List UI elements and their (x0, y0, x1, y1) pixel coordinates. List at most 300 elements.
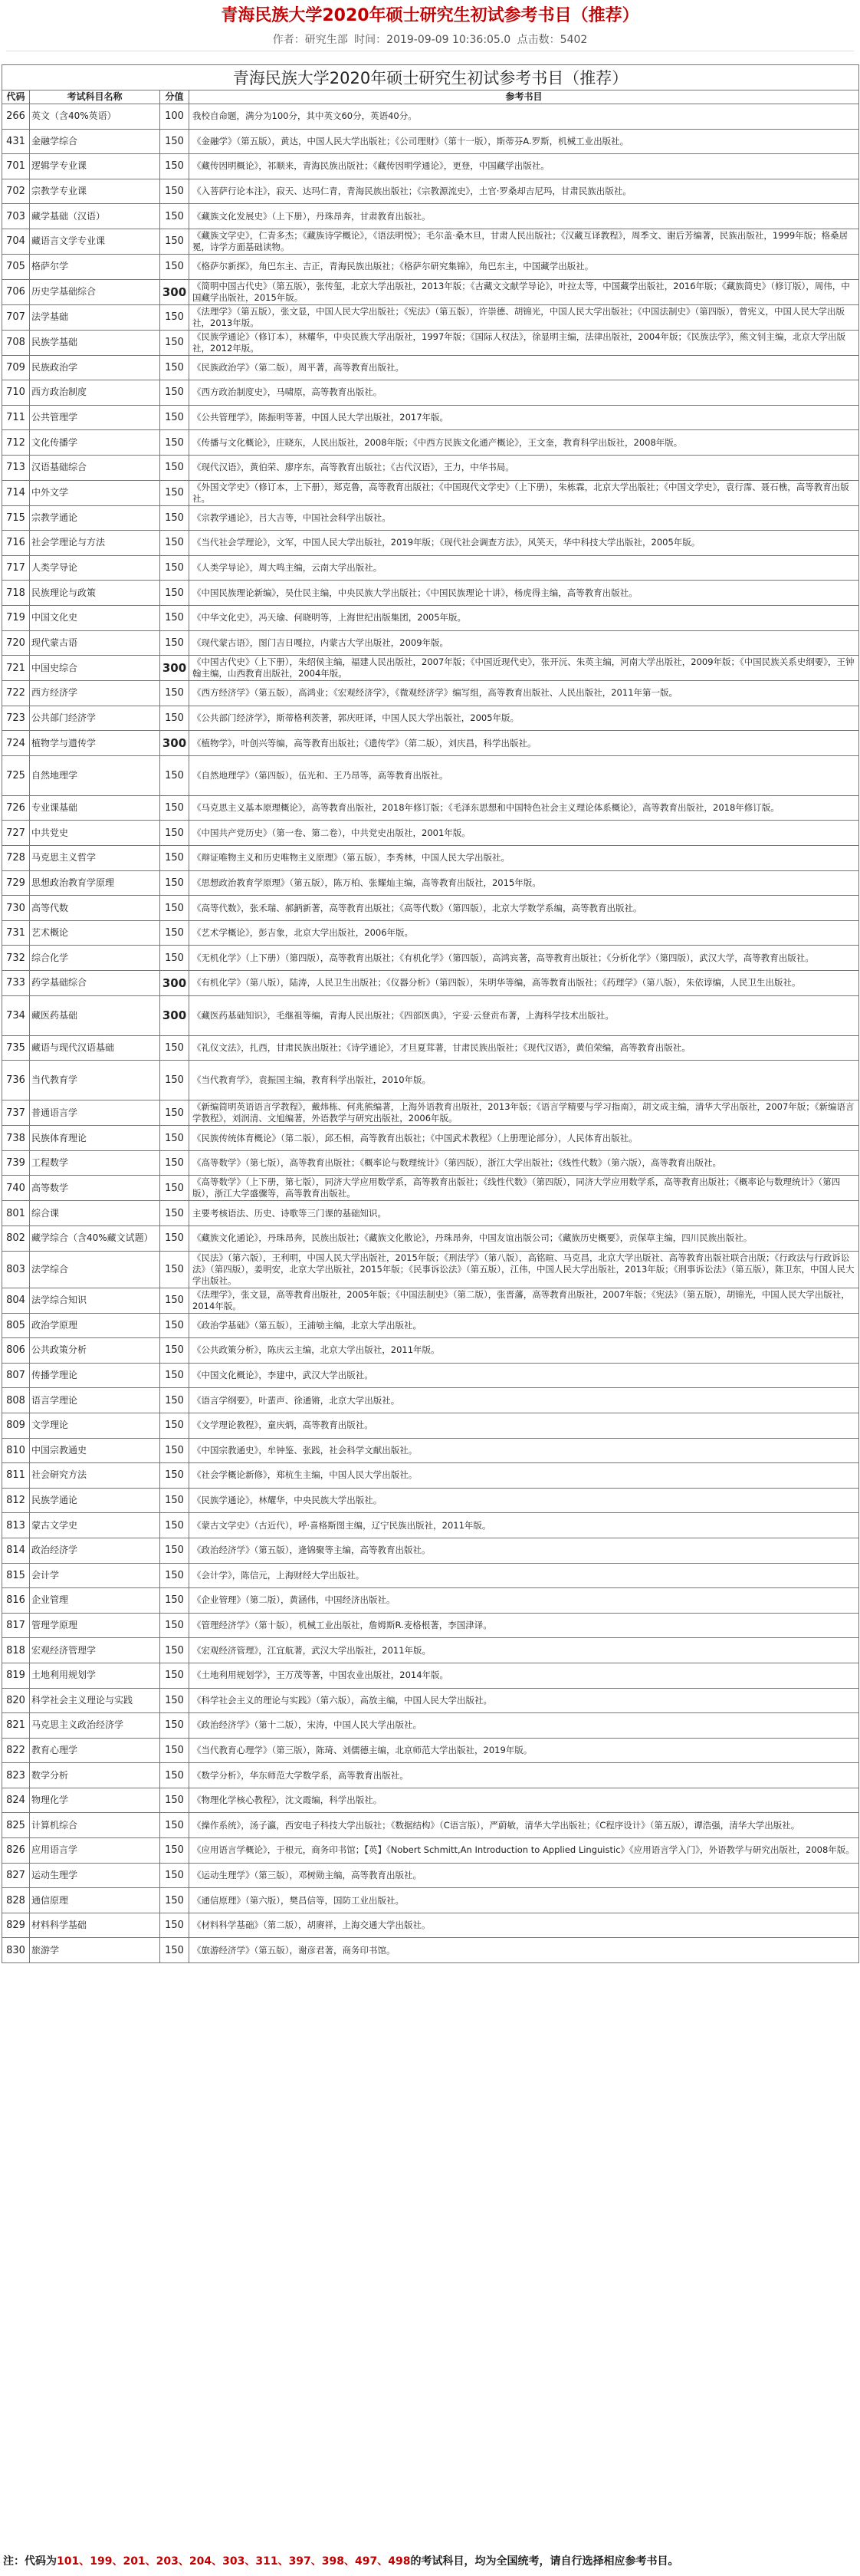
table-row (2, 330, 859, 355)
footer-codes: 101、199、201、203、204、303、311、397、398、497、498 (57, 2555, 411, 2568)
booklist-table-wrap (2, 64, 858, 1963)
cell-code: 728 (2, 846, 30, 871)
cell-score: 150 (160, 1061, 189, 1100)
cell-references: 《民族学通论》（修订本），林耀华，中央民族大学出版社，1997年版；《国际人权法》，徐显明主编，法律出版社，2004年版；《民族法学》，熊文钊主编，北京大学出版社，2012年版。 (189, 330, 859, 355)
cell-references: 《旅游经济学》（第五版），谢彦君著，商务印书馆。 (189, 1938, 859, 1963)
cell-code: 730 (2, 896, 30, 921)
cell-code: 720 (2, 630, 30, 656)
cell-references: 《自然地理学》（第四版），伍光和、王乃昂等，高等教育出版社。 (189, 755, 859, 795)
table-row (2, 581, 859, 606)
cell-references: 《金融学》（第五版），黄达，中国人民大学出版社；《公司理财》（第十一版），斯蒂芬A.罗斯，机械工业出版社。 (189, 129, 859, 154)
cell-references: 《入菩萨行论本注》，寂天、达玛仁青，青海民族出版社；《宗教源流史》，土官·罗桑却吉尼玛，甘肃民族出版社。 (189, 179, 859, 204)
table-row (2, 104, 859, 130)
cell-subject: 政治学原理 (30, 1313, 160, 1338)
table-row (2, 531, 859, 556)
cell-references: 《物理化学核心教程》，沈文霞编，科学出版社。 (189, 1788, 859, 1813)
cell-code: 721 (2, 656, 30, 681)
cell-score: 150 (160, 254, 189, 279)
cell-score: 150 (160, 1388, 189, 1413)
cell-subject: 英文（含40%英语） (30, 104, 160, 130)
cell-score: 150 (160, 846, 189, 871)
cell-code: 266 (2, 104, 30, 130)
table-row (2, 656, 859, 681)
table-row (2, 480, 859, 505)
column-header-references: 参考书目 (189, 90, 859, 104)
cell-score: 150 (160, 455, 189, 480)
cell-references: 《宗教学通论》，吕大吉等，中国社会科学出版社。 (189, 505, 859, 531)
cell-code: 810 (2, 1438, 30, 1463)
table-row (2, 1888, 859, 1913)
cell-references: 《数学分析》，华东师范大学数学系，高等教育出版社。 (189, 1763, 859, 1788)
table-row (2, 795, 859, 821)
cell-subject: 马克思主义政治经济学 (30, 1713, 160, 1739)
cell-score: 150 (160, 630, 189, 656)
footer-suffix: 的考试科目，均为全国统考，请自行选择相应参考书目。 (410, 2555, 679, 2568)
cell-subject: 材料科学基础 (30, 1913, 160, 1938)
cell-references: 《会计学》，陈信元，上海财经大学出版社。 (189, 1563, 859, 1588)
cell-references: 《企业管理》（第二版），黄涵伟，中国经济出版社。 (189, 1588, 859, 1614)
column-header-code: 代码 (2, 90, 30, 104)
table-row (2, 821, 859, 846)
cell-references: 《人类学导论》，周大鸣主编，云南大学出版社。 (189, 555, 859, 581)
cell-code: 726 (2, 795, 30, 821)
cell-references: 《中国古代史》（上下册），朱绍侯主编，福建人民出版社，2007年版；《中国近现代史》，张开沅、朱英主编，河南大学出版社，2009年版；《中国民族关系史纲要》，王钟翰主编，山西教育出版社，2004年版。 (189, 656, 859, 681)
cell-score: 150 (160, 581, 189, 606)
cell-references: 《中国共产党历史》（第一卷、第二卷），中共党史出版社，2001年版。 (189, 821, 859, 846)
cell-score: 150 (160, 870, 189, 896)
cell-subject: 公共管理学 (30, 405, 160, 430)
cell-subject: 中国宗教通史 (30, 1438, 160, 1463)
cell-code: 801 (2, 1201, 30, 1226)
cell-code: 711 (2, 405, 30, 430)
cell-score: 150 (160, 795, 189, 821)
meta-clicks: 点击数：5402 (517, 34, 588, 46)
cell-references: 《法理学》（第五版），张文显，中国人民大学出版社；《宪法》（第五版），许崇德、胡锦光，中国人民大学出版社；《中国法制史》（第四版），曾宪义，中国人民大学出版社，2013年版。 (189, 304, 859, 330)
divider (6, 51, 854, 58)
cell-subject: 公共政策分析 (30, 1338, 160, 1364)
cell-score: 300 (160, 279, 189, 304)
cell-subject: 运动生理学 (30, 1863, 160, 1888)
table-row (2, 555, 859, 581)
table-row (2, 430, 859, 456)
table-row (2, 1538, 859, 1563)
cell-code: 710 (2, 380, 30, 406)
cell-references: 《科学社会主义的理论与实践》（第六版），高放主编，中国人民大学出版社。 (189, 1688, 859, 1713)
cell-subject: 计算机综合 (30, 1813, 160, 1838)
table-row (2, 229, 859, 254)
cell-subject: 药学基础综合 (30, 971, 160, 996)
cell-references: 《西方经济学》（第五版），高鸿业；《宏观经济学》，《微观经济学》编写组，高等教育出版社、人民出版社，2011年第一版。 (189, 681, 859, 706)
cell-subject: 综合课 (30, 1201, 160, 1226)
cell-subject: 高等代数 (30, 896, 160, 921)
cell-subject: 藏语与现代汉语基础 (30, 1035, 160, 1061)
table-row (2, 1126, 859, 1151)
cell-score: 150 (160, 681, 189, 706)
cell-code: 718 (2, 581, 30, 606)
cell-code: 815 (2, 1563, 30, 1588)
cell-score: 150 (160, 380, 189, 406)
cell-references: 《文学理论教程》，童庆炳，高等教育出版社。 (189, 1413, 859, 1438)
cell-score: 150 (160, 1588, 189, 1614)
cell-references: 我校自命题，满分为100分，其中英文60分，英语40分。 (189, 104, 859, 130)
cell-references: 《政治经济学》（第十二版），宋涛，中国人民大学出版社。 (189, 1713, 859, 1739)
cell-references: 主要考核语法、历史、诗歌等三门课的基础知识。 (189, 1201, 859, 1226)
cell-references: 《简明中国古代史》（第五版），张传玺，北京大学出版社，2013年版；《古藏文文献学导论》，叶拉太等，中国藏学出版社，2016年版；《藏族简史》（修订版），周伟，中国藏学出版社，2015年版。 (189, 279, 859, 304)
cell-references: 《通信原理》（第六版），樊昌信等，国防工业出版社。 (189, 1888, 859, 1913)
table-row (2, 304, 859, 330)
cell-references: 《语言学纲要》，叶蜚声、徐通锵，北京大学出版社。 (189, 1388, 859, 1413)
cell-references: 《中国宗教通史》，牟钟鉴、张践，社会科学文献出版社。 (189, 1438, 859, 1463)
table-row (2, 1663, 859, 1688)
table-row (2, 1813, 859, 1838)
cell-subject: 宗教学专业课 (30, 179, 160, 204)
cell-score: 150 (160, 179, 189, 204)
cell-references: 《运动生理学》（第三版），邓树勋主编，高等教育出版社。 (189, 1863, 859, 1888)
cell-code: 737 (2, 1100, 30, 1126)
cell-references: 《高等数学》（第七版），高等教育出版社；《概率论与数理统计》（第四版），浙江大学出版社；《线性代数》（第六版），高等教育出版社。 (189, 1150, 859, 1176)
table-row (2, 1363, 859, 1388)
table-row (2, 971, 859, 996)
cell-code: 811 (2, 1463, 30, 1489)
table-header-row (2, 90, 859, 104)
table-row (2, 1150, 859, 1176)
cell-subject: 西方政治制度 (30, 380, 160, 406)
table-row (2, 405, 859, 430)
cell-subject: 传播学理论 (30, 1363, 160, 1388)
cell-references: 《中华文化史》，冯天瑜、何晓明等，上海世纪出版集团，2005年版。 (189, 605, 859, 630)
cell-subject: 逻辑学专业课 (30, 154, 160, 179)
table-row (2, 755, 859, 795)
cell-subject: 物理化学 (30, 1788, 160, 1813)
cell-references: 《无机化学》（上下册）（第四版），高等教育出版社；《有机化学》（第四版），高鸿宾著，高等教育出版社；《分析化学》（第四版），武汉大学，高等教育出版社。 (189, 946, 859, 971)
cell-score: 150 (160, 1226, 189, 1252)
cell-subject: 社会研究方法 (30, 1463, 160, 1489)
table-row (2, 1413, 859, 1438)
cell-code: 740 (2, 1176, 30, 1201)
cell-subject: 自然地理学 (30, 755, 160, 795)
cell-code: 716 (2, 531, 30, 556)
cell-subject: 文化传播学 (30, 430, 160, 456)
cell-references: 《土地利用规划学》，王万茂等著，中国农业出版社，2014年版。 (189, 1663, 859, 1688)
cell-subject: 思想政治教育学原理 (30, 870, 160, 896)
cell-subject: 历史学基础综合 (30, 279, 160, 304)
table-row (2, 1338, 859, 1364)
table-caption: 青海民族大学2020年硕士研究生初试参考书目（推荐） (2, 65, 859, 90)
cell-references: 《藏族文化通论》，丹珠昂奔，民族出版社；《藏族文化散论》，丹珠昂奔，中国友谊出版公司；《藏族历史概要》，贡保草主编，四川民族出版社。 (189, 1226, 859, 1252)
cell-subject: 企业管理 (30, 1588, 160, 1614)
cell-score: 150 (160, 154, 189, 179)
table-row (2, 1838, 859, 1864)
cell-score: 150 (160, 1938, 189, 1963)
cell-code: 823 (2, 1763, 30, 1788)
table-row (2, 1513, 859, 1538)
cell-code: 724 (2, 731, 30, 756)
cell-references: 《公共部门经济学》，斯蒂格利茨著，郭庆旺译，中国人民大学出版社，2005年版。 (189, 706, 859, 731)
cell-score: 150 (160, 946, 189, 971)
cell-references: 《格萨尔新探》，角巴东主、吉正，青海民族出版社；《格萨尔研究集锦》，角巴东主，中国藏学出版社。 (189, 254, 859, 279)
table-row (2, 1463, 859, 1489)
table-row (2, 946, 859, 971)
cell-code: 802 (2, 1226, 30, 1252)
cell-score: 150 (160, 1150, 189, 1176)
meta-author: 作者：研究生部 (272, 34, 348, 46)
cell-code: 804 (2, 1288, 30, 1313)
cell-subject: 现代蒙古语 (30, 630, 160, 656)
cell-code: 701 (2, 154, 30, 179)
cell-score: 150 (160, 1363, 189, 1388)
cell-references: 《材料科学基础》（第二版），胡赓祥，上海交通大学出版社。 (189, 1913, 859, 1938)
cell-subject: 民族政治学 (30, 355, 160, 380)
cell-score: 150 (160, 1688, 189, 1713)
table-row (2, 1913, 859, 1938)
cell-subject: 土地利用规划学 (30, 1663, 160, 1688)
table-row (2, 154, 859, 179)
cell-score: 150 (160, 1338, 189, 1364)
cell-subject: 法学综合知识 (30, 1288, 160, 1313)
footer-prefix: 注：代码为 (3, 2555, 57, 2568)
cell-score: 150 (160, 605, 189, 630)
cell-code: 806 (2, 1338, 30, 1364)
cell-subject: 旅游学 (30, 1938, 160, 1963)
table-row (2, 1788, 859, 1813)
cell-code: 725 (2, 755, 30, 795)
cell-subject: 中共党史 (30, 821, 160, 846)
cell-references: 《民族政治学》（第二版），周平著，高等教育出版社。 (189, 355, 859, 380)
cell-code: 807 (2, 1363, 30, 1388)
cell-subject: 公共部门经济学 (30, 706, 160, 731)
cell-subject: 中国史综合 (30, 656, 160, 681)
table-row (2, 605, 859, 630)
cell-code: 712 (2, 430, 30, 456)
cell-score: 150 (160, 1413, 189, 1438)
cell-code: 812 (2, 1488, 30, 1513)
cell-references: 《礼仪文法》，扎西，甘肃民族出版社；《诗学通论》，才旦夏茸著，甘肃民族出版社；《现代汉语》，黄伯荣编，高等教育出版社。 (189, 1035, 859, 1061)
cell-references: 《有机化学》（第八版），陆涛，人民卫生出版社；《仪器分析》（第四版），朱明华等编，高等教育出版社；《药理学》（第八版），朱依谆编，人民卫生出版社。 (189, 971, 859, 996)
footer-note (3, 2552, 854, 2571)
cell-references: 《藏族文化发展史》（上下册），丹珠昂奔，甘肃教育出版社。 (189, 204, 859, 229)
table-row (2, 1588, 859, 1614)
cell-score: 150 (160, 1176, 189, 1201)
page-title: 青海民族大学2020年硕士研究生初试参考书目（推荐） (221, 6, 639, 25)
table-row (2, 1938, 859, 1963)
cell-score: 150 (160, 129, 189, 154)
table-row (2, 1863, 859, 1888)
cell-subject: 应用语言学 (30, 1838, 160, 1864)
cell-references: 《外国文学史》（修订本，上下册），郑克鲁，高等教育出版社；《中国现代文学史》（上下册），朱栋霖，北京大学出版社；《中国文学史》，袁行霈、聂石樵，高等教育出版社。 (189, 480, 859, 505)
cell-score: 150 (160, 1613, 189, 1638)
table-row (2, 1688, 859, 1713)
cell-code: 738 (2, 1126, 30, 1151)
cell-score: 150 (160, 1488, 189, 1513)
cell-score: 300 (160, 656, 189, 681)
table-row (2, 1100, 859, 1126)
table-row (2, 846, 859, 871)
cell-code: 818 (2, 1638, 30, 1663)
cell-references: 《蒙古文学史》（古近代），呼·喜格斯图主编，辽宁民族出版社，2011年版。 (189, 1513, 859, 1538)
cell-references: 《公共管理学》，陈振明等著，中国人民大学出版社，2017年版。 (189, 405, 859, 430)
cell-references: 《藏族文学史》，仁青多杰；《藏族诗学概论》，《语法明悦》；毛尔盖·桑木旦，甘肃人民出版社；《汉藏互译教程》，周季文、谢后芳编著，民族出版社，1999年版；格桑居冕，诗学方面基础读物。 (189, 229, 859, 254)
cell-subject: 民族学通论 (30, 1488, 160, 1513)
cell-references: 《传播与文化概论》，庄晓东，人民出版社，2008年版；《中西方民族文化通产概论》，王文奎，教育科学出版社，2008年版。 (189, 430, 859, 456)
table-row (2, 1288, 859, 1313)
cell-references: 《马克思主义基本原理概论》，高等教育出版社，2018年修订版；《毛泽东思想和中国特色社会主义理论体系概论》，高等教育出版社，2018年修订版。 (189, 795, 859, 821)
cell-code: 821 (2, 1713, 30, 1739)
cell-score: 150 (160, 1538, 189, 1563)
cell-score: 150 (160, 1863, 189, 1888)
cell-score: 150 (160, 896, 189, 921)
cell-score: 150 (160, 229, 189, 254)
cell-score: 150 (160, 204, 189, 229)
table-row (2, 505, 859, 531)
cell-code: 803 (2, 1251, 30, 1288)
table-row (2, 1488, 859, 1513)
table-row (2, 1763, 859, 1788)
cell-score: 300 (160, 995, 189, 1035)
cell-references: 《藏医药基础知识》，毛继祖等编，青海人民出版社；《四部医典》，宇妥·云登贡布著，上海科学技术出版社。 (189, 995, 859, 1035)
table-row (2, 731, 859, 756)
cell-score: 150 (160, 1201, 189, 1226)
cell-subject: 会计学 (30, 1563, 160, 1588)
cell-subject: 法学基础 (30, 304, 160, 330)
cell-score: 150 (160, 706, 189, 731)
cell-references: 《政治经济学》（第五版），逄锦聚等主编，高等教育出版社。 (189, 1538, 859, 1563)
cell-code: 826 (2, 1838, 30, 1864)
cell-score: 150 (160, 355, 189, 380)
table-row (2, 995, 859, 1035)
column-header-subject: 考试科目名称 (30, 90, 160, 104)
cell-score: 150 (160, 1438, 189, 1463)
cell-code: 703 (2, 204, 30, 229)
cell-score: 150 (160, 1100, 189, 1126)
cell-score: 150 (160, 304, 189, 330)
table-row (2, 1388, 859, 1413)
cell-references: 《西方政治制度史》，马啸原，高等教育出版社。 (189, 380, 859, 406)
cell-code: 722 (2, 681, 30, 706)
table-row (2, 204, 859, 229)
cell-subject: 人类学导论 (30, 555, 160, 581)
cell-subject: 民族理论与政策 (30, 581, 160, 606)
cell-code: 739 (2, 1150, 30, 1176)
cell-code: 824 (2, 1788, 30, 1813)
cell-references: 《现代汉语》，黄伯荣、廖序东，高等教育出版社；《古代汉语》，王力，中华书局。 (189, 455, 859, 480)
table-row (2, 179, 859, 204)
table-row (2, 355, 859, 380)
cell-subject: 社会学理论与方法 (30, 531, 160, 556)
cell-code: 816 (2, 1588, 30, 1614)
table-body (2, 104, 859, 1963)
cell-code: 809 (2, 1413, 30, 1438)
table-row (2, 1563, 859, 1588)
cell-code: 723 (2, 706, 30, 731)
table-row (2, 129, 859, 154)
cell-references: 《社会学概论新修》，郑杭生主编，中国人民大学出版社。 (189, 1463, 859, 1489)
cell-subject: 藏医药基础 (30, 995, 160, 1035)
table-row (2, 681, 859, 706)
cell-code: 808 (2, 1388, 30, 1413)
cell-subject: 民族学基础 (30, 330, 160, 355)
cell-code: 704 (2, 229, 30, 254)
cell-code: 827 (2, 1863, 30, 1888)
cell-subject: 语言学理论 (30, 1388, 160, 1413)
cell-code: 830 (2, 1938, 30, 1963)
cell-subject: 植物学与遗传学 (30, 731, 160, 756)
table-row (2, 1201, 859, 1226)
cell-subject: 专业课基础 (30, 795, 160, 821)
cell-subject: 藏学基础（汉语） (30, 204, 160, 229)
cell-subject: 西方经济学 (30, 681, 160, 706)
cell-code: 705 (2, 254, 30, 279)
cell-subject: 高等数学 (30, 1176, 160, 1201)
cell-references: 《民法》（第六版），王利明，中国人民大学出版社，2015年版；《刑法学》（第八版），高铭暄、马克昌，北京大学出版社、高等教育出版社联合出版；《行政法与行政诉讼法》（第四版），姜明安，北京大学出版社，2015年版；《民事诉讼法》（第五版），江伟，中国人民大学出版社，2013年版；《刑事诉讼法》（第五版），陈卫东，中国人民大学出版社。 (189, 1251, 859, 1288)
cell-code: 817 (2, 1613, 30, 1638)
cell-code: 805 (2, 1313, 30, 1338)
table-row (2, 1738, 859, 1763)
column-header-score: 分值 (160, 90, 189, 104)
cell-code: 715 (2, 505, 30, 531)
table-row (2, 1226, 859, 1252)
cell-code: 707 (2, 304, 30, 330)
cell-references: 《法理学》，张文显，高等教育出版社，2005年版；《中国法制史》（第二版），张晋藩，高等教育出版社，2007年版；《宪法》（第五版），胡锦光，中国人民大学出版社，2014年版。 (189, 1288, 859, 1313)
cell-code: 709 (2, 355, 30, 380)
cell-references: 《政治学基础》（第五版），王浦劬主编，北京大学出版社。 (189, 1313, 859, 1338)
cell-score: 150 (160, 555, 189, 581)
cell-subject: 通信原理 (30, 1888, 160, 1913)
cell-subject: 藏语言文学专业课 (30, 229, 160, 254)
cell-references: 《操作系统》，汤子瀛，西安电子科技大学出版社；《数据结构》（C语言版），严蔚敏，清华大学出版社；《C程序设计》（第五版），谭浩强，清华大学出版社。 (189, 1813, 859, 1838)
cell-code: 717 (2, 555, 30, 581)
cell-code: 825 (2, 1813, 30, 1838)
cell-references: 《新编简明英语语言学教程》，戴炜栋、何兆熊编著，上海外语教育出版社，2013年版；《语言学精要与学习指南》，胡文成主编，清华大学出版社，2007年版；《新编语言学教程》，刘润清、文旭编著，外语教学与研究出版社，2006年版。 (189, 1100, 859, 1126)
cell-score: 150 (160, 405, 189, 430)
cell-references: 《现代蒙古语》，图门吉日嘎拉，内蒙古大学出版社，2009年版。 (189, 630, 859, 656)
cell-code: 733 (2, 971, 30, 996)
cell-code: 706 (2, 279, 30, 304)
cell-references: 《当代社会学理论》，文军，中国人民大学出版社，2019年版；《现代社会调查方法》，风笑天，华中科技大学出版社，2005年版。 (189, 531, 859, 556)
meta-time: 时间：2019-09-09 10:36:05.0 (354, 34, 511, 46)
cell-code: 708 (2, 330, 30, 355)
cell-references: 《高等代数》，张禾瑞、郝鈵新著，高等教育出版社；《高等代数》（第四版），北京大学数学系编，高等教育出版社。 (189, 896, 859, 921)
cell-code: 431 (2, 129, 30, 154)
table-row (2, 1035, 859, 1061)
cell-subject: 金融学综合 (30, 129, 160, 154)
cell-subject: 数学分析 (30, 1763, 160, 1788)
cell-references: 《高等数学》（上下册，第七版），同济大学应用数学系，高等教育出版社；《线性代数》（第四版），同济大学应用数学系，高等教育出版社；《概率论与数理统计》（第四版），浙江大学盛骤等，高等教育出版社。 (189, 1176, 859, 1201)
cell-subject: 马克思主义哲学 (30, 846, 160, 871)
table-row (2, 254, 859, 279)
cell-code: 719 (2, 605, 30, 630)
cell-code: 734 (2, 995, 30, 1035)
cell-code: 814 (2, 1538, 30, 1563)
cell-score: 150 (160, 1463, 189, 1489)
cell-code: 731 (2, 920, 30, 946)
cell-references: 《当代教育心理学》（第三版），陈琦、刘儒德主编，北京师范大学出版社，2019年版。 (189, 1738, 859, 1763)
table-row (2, 630, 859, 656)
cell-subject: 藏学综合（含40%藏文试题） (30, 1226, 160, 1252)
table-row (2, 455, 859, 480)
cell-score: 150 (160, 1513, 189, 1538)
table-row (2, 1176, 859, 1201)
cell-subject: 政治经济学 (30, 1538, 160, 1563)
cell-references: 《民族传统体育概论》（第二版），邱丕相，高等教育出版社；《中国武术教程》（上册理论部分），人民体育出版社。 (189, 1126, 859, 1151)
cell-score: 150 (160, 1888, 189, 1913)
cell-subject: 普通语言学 (30, 1100, 160, 1126)
cell-score: 300 (160, 731, 189, 756)
cell-subject: 综合化学 (30, 946, 160, 971)
cell-code: 819 (2, 1663, 30, 1688)
cell-score: 150 (160, 1313, 189, 1338)
cell-references: 《民族学通论》，林耀华，中央民族大学出版社。 (189, 1488, 859, 1513)
table-row (2, 920, 859, 946)
